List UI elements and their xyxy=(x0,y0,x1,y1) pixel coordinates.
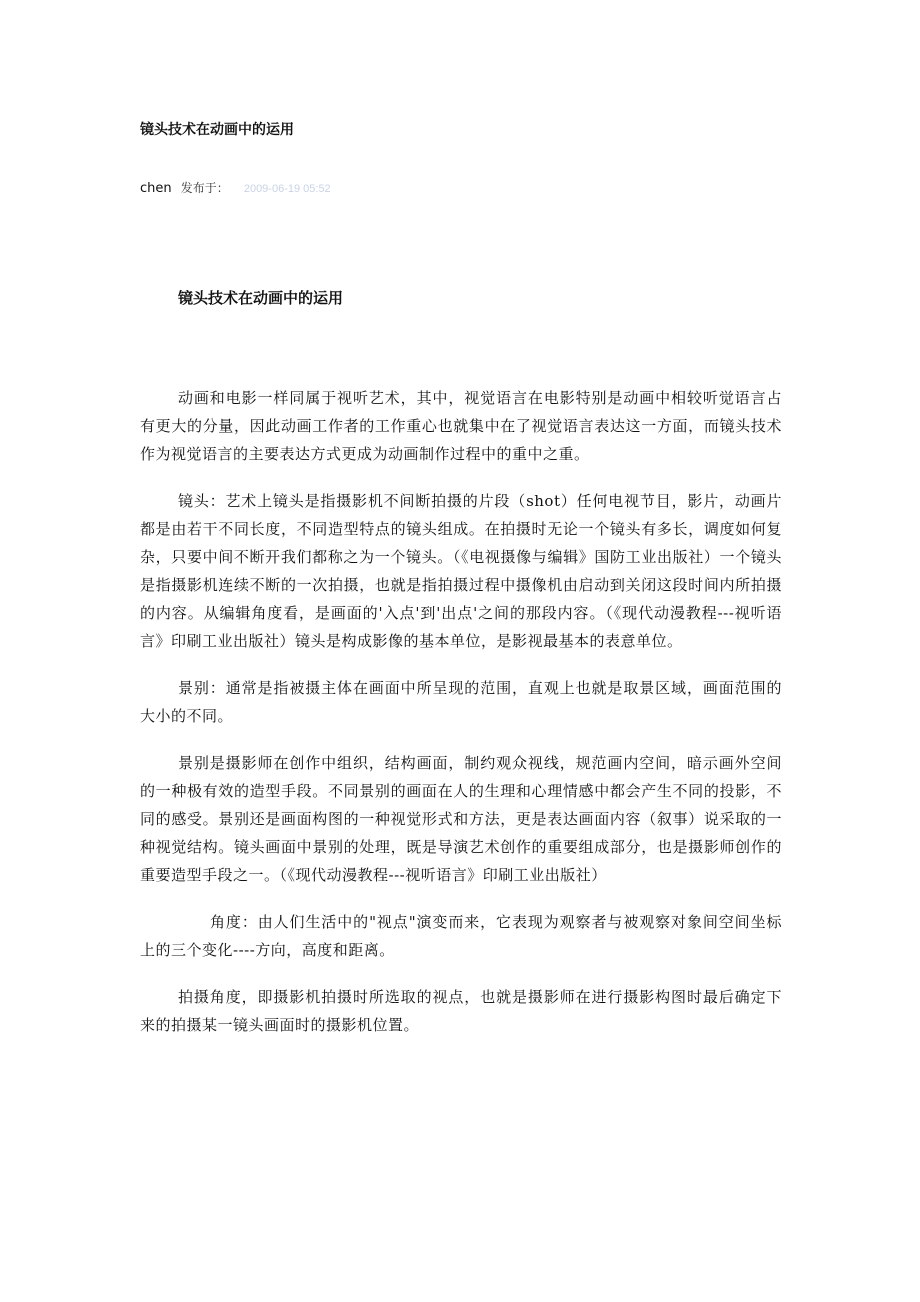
article-body xyxy=(140,384,782,1039)
paragraph-angle: 角度：由人们生活中的"视点"演变而来，它表现为观察者与被观察对象间空间坐标上的三个变化----方向，高度和距离。 xyxy=(140,913,782,959)
paragraph-shot-definition: 镜头：艺术上镜头是指摄影机不间断拍摄的片段（shot）任何电视节目，影片，动画片都是由若干不同长度，不同造型特点的镜头组成。在拍摄时无论一个镜头有多长，调度如何复杂，只要中间不断开我们都称之为一个镜头。（《电视摄像与编辑》国防工业出版社）一个镜头是指摄影机连续不断的一次拍摄，也就是指拍摄过程中摄像机由启动到关闭这段时间内所拍摄的内容。从编辑角度看，是画面的'入点'到'出点'之间的那段内容。（《现代动漫教程---视听语言》印刷工业出版社）镜头是构成影像的基本单位，是影视最基本的表意单位。 xyxy=(140,492,782,650)
byline xyxy=(140,176,331,200)
paragraph-shot-size: 景别：通常是指被摄主体在画面中所呈现的范围，直观上也就是取景区域，画面范围的大小的不同。 xyxy=(140,679,782,725)
document-title: 镜头技术在动画中的运用 xyxy=(140,122,294,138)
post-date: 2009-06-19 05:52 xyxy=(243,183,331,195)
article-subtitle: 镜头技术在动画中的运用 xyxy=(178,289,344,307)
paragraph-camera-angle: 拍摄角度，即摄影机拍摄时所选取的视点，也就是摄影师在进行摄影构图时最后确定下来的拍摄某一镜头画面时的摄影机位置。 xyxy=(140,988,782,1034)
author-name[interactable]: chen xyxy=(140,181,172,196)
paragraph-shot-size-detail: 景别是摄影师在创作中组织，结构画面，制约观众视线，规范画内空间，暗示画外空间的一种极有效的造型手段。不同景别的画面在人的生理和心理情感中都会产生不同的投影，不同的感受。景别还是画面构图的一种视觉形式和方法，更是表达画面内容（叙事）说采取的一种视觉结构。镜头画面中景别的处理，既是导演艺术创作的重要组成部分，也是摄影师创作的重要造型手段之一。（《现代动漫教程---视听语言》印刷工业出版社） xyxy=(140,754,782,884)
paragraph-intro: 动画和电影一样同属于视听艺术，其中，视觉语言在电影特别是动画中相较听觉语言占有更大的分量，因此动画工作者的工作重心也就集中在了视觉语言表达这一方面，而镜头技术作为视觉语言的主要表达方式更成为动画制作过程中的重中之重。 xyxy=(140,389,782,463)
posted-label: 发布于： xyxy=(180,181,229,195)
